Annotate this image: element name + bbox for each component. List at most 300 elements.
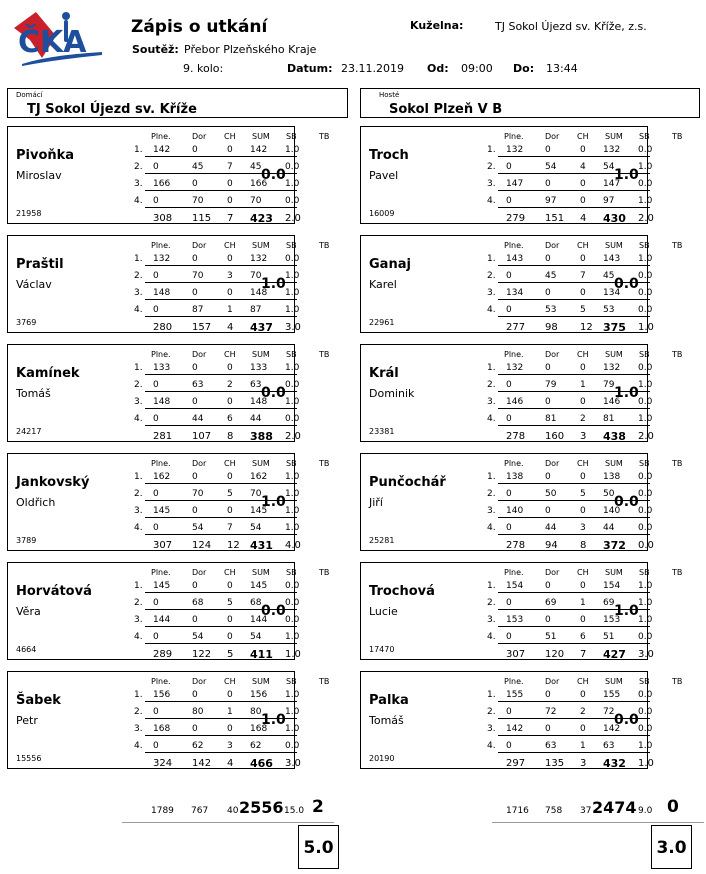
column-header: TB bbox=[672, 677, 683, 686]
column-header: SB bbox=[286, 132, 297, 141]
player-total-sb: 4.0 bbox=[285, 540, 301, 551]
column-header: Dor bbox=[192, 677, 207, 686]
start-time-label: Od: bbox=[427, 62, 449, 75]
row-underline bbox=[145, 408, 297, 409]
home-player-card bbox=[7, 562, 330, 661]
throw-ch: 3 bbox=[580, 523, 586, 533]
throw-ch: 0 bbox=[580, 288, 586, 298]
throw-plne: 0 bbox=[153, 271, 159, 281]
throw-dor: 0 bbox=[545, 179, 551, 189]
throw-dor: 0 bbox=[545, 288, 551, 298]
throw-plne: 133 bbox=[153, 363, 171, 373]
column-header: TB bbox=[672, 568, 683, 577]
home-team-tag: Domácí bbox=[16, 91, 43, 99]
column-header: Plne. bbox=[151, 677, 171, 686]
row-underline bbox=[145, 173, 297, 174]
player-surname: Punčochář bbox=[369, 475, 446, 490]
player-tb-points: 1.0 bbox=[614, 385, 639, 401]
throw-sb: 0.0 bbox=[638, 179, 653, 189]
row-number: 4. bbox=[487, 523, 496, 533]
throw-plne: 143 bbox=[506, 254, 524, 264]
throw-sum: 145 bbox=[250, 506, 268, 516]
row-number: 3. bbox=[134, 724, 143, 734]
throw-ch: 0 bbox=[580, 690, 586, 700]
throw-plne: 0 bbox=[153, 380, 159, 390]
player-total-sum: 427 bbox=[603, 648, 626, 661]
player-total-sum: 411 bbox=[250, 648, 273, 661]
cka-logo bbox=[8, 6, 106, 68]
throw-dor: 0 bbox=[545, 145, 551, 155]
away-player-card bbox=[360, 453, 683, 552]
throw-plne: 162 bbox=[153, 472, 171, 482]
column-header: CH bbox=[577, 568, 589, 577]
throw-sum: 147 bbox=[603, 179, 621, 189]
throw-plne: 0 bbox=[506, 196, 512, 206]
row-number: 2. bbox=[134, 380, 143, 390]
row-number: 1. bbox=[134, 690, 143, 700]
player-registration: 3789 bbox=[16, 536, 37, 545]
row-underline bbox=[498, 735, 650, 736]
player-total-ch: 7 bbox=[580, 649, 587, 660]
player-registration: 15556 bbox=[16, 754, 42, 763]
column-header: SUM bbox=[605, 568, 623, 577]
column-header: TB bbox=[672, 132, 683, 141]
player-tb-points: 0.0 bbox=[261, 385, 286, 401]
row-underline bbox=[145, 190, 297, 191]
row-number: 1. bbox=[487, 363, 496, 373]
throw-dor: 87 bbox=[192, 305, 204, 315]
throw-sb: 0.0 bbox=[638, 724, 653, 734]
throw-sb: 1.0 bbox=[285, 489, 300, 499]
row-number: 2. bbox=[487, 380, 496, 390]
column-header: SB bbox=[639, 132, 650, 141]
player-total-sb: 2.0 bbox=[638, 431, 654, 442]
player-total-sb: 1.0 bbox=[285, 649, 301, 660]
column-header: CH bbox=[224, 677, 236, 686]
player-firstname: Lucie bbox=[369, 605, 398, 618]
column-header: SUM bbox=[252, 459, 270, 468]
column-header: TB bbox=[319, 459, 330, 468]
player-firstname: Oldřich bbox=[16, 496, 56, 509]
throw-sb: 1.0 bbox=[638, 380, 653, 390]
throw-plne: 166 bbox=[153, 179, 171, 189]
home-player-card bbox=[7, 453, 330, 552]
player-total-sb: 1.0 bbox=[638, 758, 654, 769]
throw-sum: 132 bbox=[250, 254, 268, 264]
player-total-dor: 124 bbox=[192, 540, 212, 551]
throw-sb: 1.0 bbox=[285, 363, 300, 373]
throw-sb: 1.0 bbox=[285, 397, 300, 407]
throw-sb: 0.0 bbox=[638, 305, 653, 315]
throw-sb: 0.0 bbox=[638, 523, 653, 533]
throw-dor: 63 bbox=[192, 380, 204, 390]
row-number: 4. bbox=[134, 523, 143, 533]
column-header: Plne. bbox=[504, 241, 524, 250]
column-header: Plne. bbox=[504, 350, 524, 359]
column-header: Plne. bbox=[504, 459, 524, 468]
player-total-sb: 3.0 bbox=[285, 758, 301, 769]
throw-ch: 0 bbox=[580, 254, 586, 264]
throw-plne: 0 bbox=[153, 741, 159, 751]
player-firstname: Karel bbox=[369, 278, 397, 291]
column-header: Plne. bbox=[151, 568, 171, 577]
player-total-dor: 160 bbox=[545, 431, 565, 442]
throw-plne: 154 bbox=[506, 581, 524, 591]
row-underline bbox=[145, 299, 297, 300]
home-player-card bbox=[7, 235, 330, 334]
throw-dor: 0 bbox=[192, 472, 198, 482]
column-header: SUM bbox=[252, 241, 270, 250]
row-underline bbox=[498, 643, 650, 644]
column-header: CH bbox=[224, 568, 236, 577]
player-registration: 3769 bbox=[16, 318, 37, 327]
throw-ch: 2 bbox=[580, 414, 586, 424]
row-number: 4. bbox=[487, 632, 496, 642]
player-total-sb: 3.0 bbox=[638, 649, 654, 660]
throw-sum: 168 bbox=[250, 724, 268, 734]
column-header: CH bbox=[224, 241, 236, 250]
player-total-ch: 8 bbox=[227, 431, 234, 442]
column-header: TB bbox=[319, 677, 330, 686]
throw-dor: 0 bbox=[192, 254, 198, 264]
player-total-sum: 423 bbox=[250, 212, 273, 225]
throw-dor: 0 bbox=[545, 254, 551, 264]
row-number: 1. bbox=[134, 581, 143, 591]
column-header: Dor bbox=[545, 241, 560, 250]
home-team-box bbox=[7, 88, 348, 118]
column-header: SB bbox=[639, 677, 650, 686]
throw-sum: 45 bbox=[250, 162, 262, 172]
row-underline bbox=[145, 483, 297, 484]
away-player-card bbox=[360, 235, 683, 334]
home-totals-line bbox=[122, 822, 334, 823]
player-total-dor: 98 bbox=[545, 322, 558, 333]
throw-ch: 0 bbox=[227, 196, 233, 206]
player-firstname: Tomáš bbox=[369, 714, 404, 727]
player-total-sb: 0.0 bbox=[638, 540, 654, 551]
row-underline bbox=[498, 534, 650, 535]
competition-label: Soutěž: bbox=[132, 43, 179, 56]
player-total-ch: 3 bbox=[580, 431, 587, 442]
end-time-label: Do: bbox=[513, 62, 535, 75]
home-player-card bbox=[7, 671, 330, 770]
column-header: SB bbox=[286, 568, 297, 577]
throw-dor: 0 bbox=[192, 581, 198, 591]
player-tb-points: 1.0 bbox=[261, 712, 286, 728]
player-registration: 21958 bbox=[16, 209, 42, 218]
throw-plne: 132 bbox=[506, 363, 524, 373]
throw-plne: 0 bbox=[506, 271, 512, 281]
row-number: 3. bbox=[487, 288, 496, 298]
row-underline bbox=[145, 701, 297, 702]
player-total-sum: 437 bbox=[250, 321, 273, 334]
column-header: CH bbox=[577, 241, 589, 250]
throw-dor: 54 bbox=[192, 523, 204, 533]
throw-plne: 0 bbox=[506, 162, 512, 172]
throw-sb: 0.0 bbox=[285, 581, 300, 591]
start-time-value: 09:00 bbox=[461, 62, 493, 75]
throw-dor: 0 bbox=[192, 690, 198, 700]
column-header: TB bbox=[319, 350, 330, 359]
column-header: TB bbox=[672, 350, 683, 359]
player-total-dor: 115 bbox=[192, 213, 212, 224]
throw-ch: 0 bbox=[227, 472, 233, 482]
row-number: 3. bbox=[487, 615, 496, 625]
column-header: Plne. bbox=[151, 241, 171, 250]
row-underline bbox=[145, 207, 297, 208]
throw-dor: 0 bbox=[192, 397, 198, 407]
throw-plne: 0 bbox=[506, 523, 512, 533]
row-number: 2. bbox=[134, 598, 143, 608]
home-player-card bbox=[7, 126, 330, 225]
throw-sb: 0.0 bbox=[638, 707, 653, 717]
throw-sb: 0.0 bbox=[285, 254, 300, 264]
throw-dor: 0 bbox=[545, 397, 551, 407]
row-number: 3. bbox=[134, 397, 143, 407]
player-firstname: Miroslav bbox=[16, 169, 62, 182]
player-total-ch: 12 bbox=[227, 540, 240, 551]
throw-ch: 2 bbox=[227, 380, 233, 390]
column-header: Plne. bbox=[504, 568, 524, 577]
throw-ch: 0 bbox=[227, 506, 233, 516]
player-total-plne: 307 bbox=[506, 649, 526, 660]
player-total-dor: 120 bbox=[545, 649, 565, 660]
throw-dor: 63 bbox=[545, 741, 557, 751]
row-underline bbox=[498, 626, 650, 627]
venue-value: TJ Sokol Újezd sv. Kříže, z.s. bbox=[495, 20, 647, 33]
throw-dor: 62 bbox=[192, 741, 204, 751]
throw-sb: 1.0 bbox=[638, 615, 653, 625]
player-total-ch: 4 bbox=[580, 213, 587, 224]
throw-plne: 138 bbox=[506, 472, 524, 482]
throw-sb: 0.0 bbox=[638, 506, 653, 516]
throw-sum: 50 bbox=[603, 489, 615, 499]
round-value: 9. kolo: bbox=[183, 62, 224, 75]
row-underline bbox=[498, 517, 650, 518]
throw-ch: 1 bbox=[580, 380, 586, 390]
row-underline bbox=[498, 425, 650, 426]
player-tb-points: 1.0 bbox=[614, 167, 639, 183]
player-registration: 16009 bbox=[369, 209, 395, 218]
row-underline bbox=[498, 173, 650, 174]
throw-ch: 7 bbox=[580, 271, 586, 281]
player-surname: Horvátová bbox=[16, 584, 92, 599]
column-header: Dor bbox=[192, 350, 207, 359]
throw-sb: 1.0 bbox=[285, 271, 300, 281]
player-total-sum: 432 bbox=[603, 757, 626, 770]
player-firstname: Petr bbox=[16, 714, 38, 727]
throw-dor: 70 bbox=[192, 271, 204, 281]
venue-label: Kuželna: bbox=[410, 19, 464, 32]
throw-ch: 1 bbox=[580, 598, 586, 608]
player-tb-points: 1.0 bbox=[261, 276, 286, 292]
end-time-value: 13:44 bbox=[546, 62, 578, 75]
player-total-sb: 2.0 bbox=[638, 213, 654, 224]
throw-sb: 1.0 bbox=[285, 145, 300, 155]
throw-sb: 1.0 bbox=[285, 288, 300, 298]
away-player-card bbox=[360, 126, 683, 225]
column-header: TB bbox=[672, 241, 683, 250]
throw-dor: 79 bbox=[545, 380, 557, 390]
player-registration: 23381 bbox=[369, 427, 395, 436]
throw-ch: 7 bbox=[227, 162, 233, 172]
row-underline bbox=[145, 592, 297, 593]
row-number: 4. bbox=[134, 632, 143, 642]
row-number: 3. bbox=[487, 506, 496, 516]
competition-value: Přebor Plzeňského Kraje bbox=[184, 43, 317, 56]
throw-dor: 0 bbox=[545, 581, 551, 591]
row-number: 3. bbox=[487, 179, 496, 189]
throw-sum: 44 bbox=[250, 414, 262, 424]
row-number: 4. bbox=[134, 414, 143, 424]
throw-plne: 148 bbox=[153, 288, 171, 298]
throw-ch: 0 bbox=[580, 196, 586, 206]
player-total-dor: 107 bbox=[192, 431, 212, 442]
throw-dor: 0 bbox=[192, 145, 198, 155]
row-underline bbox=[498, 282, 650, 283]
column-header: CH bbox=[577, 132, 589, 141]
throw-sb: 1.0 bbox=[638, 581, 653, 591]
player-surname: Kamínek bbox=[16, 366, 80, 381]
player-total-sum: 372 bbox=[603, 539, 626, 552]
throw-ch: 0 bbox=[580, 506, 586, 516]
throw-plne: 156 bbox=[153, 690, 171, 700]
column-header: Dor bbox=[545, 677, 560, 686]
throw-plne: 0 bbox=[506, 707, 512, 717]
throw-sum: 145 bbox=[250, 581, 268, 591]
row-underline bbox=[498, 207, 650, 208]
throw-sb: 0.0 bbox=[638, 271, 653, 281]
throw-sum: 54 bbox=[250, 523, 262, 533]
column-header: Plne. bbox=[151, 350, 171, 359]
throw-ch: 0 bbox=[580, 397, 586, 407]
throw-sum: 132 bbox=[603, 145, 621, 155]
home-player-card bbox=[7, 344, 330, 443]
throw-sum: 144 bbox=[250, 615, 268, 625]
column-header: SUM bbox=[605, 350, 623, 359]
row-underline bbox=[145, 265, 297, 266]
row-underline bbox=[498, 483, 650, 484]
throw-ch: 3 bbox=[227, 271, 233, 281]
svg-text:ČKA: ČKA bbox=[18, 25, 87, 60]
throw-sb: 0.0 bbox=[285, 414, 300, 424]
throw-plne: 168 bbox=[153, 724, 171, 734]
home-total-sb: 15.0 bbox=[284, 806, 305, 816]
column-header: Dor bbox=[192, 132, 207, 141]
throw-ch: 0 bbox=[227, 632, 233, 642]
row-number: 4. bbox=[487, 414, 496, 424]
player-registration: 17470 bbox=[369, 645, 395, 654]
player-total-plne: 307 bbox=[153, 540, 173, 551]
away-totals-line bbox=[492, 822, 704, 823]
row-underline bbox=[498, 701, 650, 702]
throw-ch: 0 bbox=[580, 145, 586, 155]
throw-ch: 0 bbox=[580, 179, 586, 189]
throw-sb: 1.0 bbox=[285, 472, 300, 482]
column-header: SB bbox=[639, 568, 650, 577]
column-header: Dor bbox=[192, 241, 207, 250]
throw-plne: 142 bbox=[506, 724, 524, 734]
throw-sb: 0.0 bbox=[638, 472, 653, 482]
throw-sum: 138 bbox=[603, 472, 621, 482]
player-surname: Pivoňka bbox=[16, 148, 75, 163]
throw-sum: 45 bbox=[603, 271, 615, 281]
row-number: 4. bbox=[487, 196, 496, 206]
column-header: Dor bbox=[545, 459, 560, 468]
player-surname: Šabek bbox=[16, 693, 61, 708]
throw-ch: 1 bbox=[227, 305, 233, 315]
throw-sb: 1.0 bbox=[638, 254, 653, 264]
column-header: Plne. bbox=[151, 459, 171, 468]
player-total-ch: 7 bbox=[227, 213, 234, 224]
throw-plne: 0 bbox=[506, 489, 512, 499]
throw-plne: 140 bbox=[506, 506, 524, 516]
away-team-name: Sokol Plzeň V B bbox=[389, 102, 503, 117]
away-player-card bbox=[360, 671, 683, 770]
throw-sb: 0.0 bbox=[638, 363, 653, 373]
throw-dor: 0 bbox=[545, 690, 551, 700]
throw-dor: 69 bbox=[545, 598, 557, 608]
away-total-tb: 0 bbox=[667, 797, 679, 817]
player-total-sum: 430 bbox=[603, 212, 626, 225]
row-underline bbox=[145, 282, 297, 283]
throw-dor: 0 bbox=[545, 506, 551, 516]
throw-sum: 62 bbox=[250, 741, 262, 751]
throw-dor: 53 bbox=[545, 305, 557, 315]
player-total-sum: 438 bbox=[603, 430, 626, 443]
throw-sum: 166 bbox=[250, 179, 268, 189]
player-total-sb: 1.0 bbox=[638, 322, 654, 333]
throw-ch: 0 bbox=[227, 254, 233, 264]
throw-sb: 0.0 bbox=[285, 598, 300, 608]
row-number: 3. bbox=[134, 506, 143, 516]
throw-dor: 0 bbox=[192, 724, 198, 734]
column-header: SUM bbox=[605, 677, 623, 686]
player-total-sum: 375 bbox=[603, 321, 626, 334]
throw-ch: 4 bbox=[580, 162, 586, 172]
row-number: 4. bbox=[134, 741, 143, 751]
throw-sum: 142 bbox=[603, 724, 621, 734]
row-number: 1. bbox=[134, 363, 143, 373]
throw-dor: 44 bbox=[192, 414, 204, 424]
throw-sum: 53 bbox=[603, 305, 615, 315]
throw-sum: 154 bbox=[603, 581, 621, 591]
throw-sb: 1.0 bbox=[638, 196, 653, 206]
throw-plne: 145 bbox=[153, 581, 171, 591]
player-total-sb: 2.0 bbox=[285, 213, 301, 224]
throw-sum: 44 bbox=[603, 523, 615, 533]
home-total-sum: 2556 bbox=[239, 798, 284, 817]
throw-ch: 5 bbox=[580, 305, 586, 315]
player-total-plne: 297 bbox=[506, 758, 526, 769]
throw-plne: 0 bbox=[506, 598, 512, 608]
row-underline bbox=[498, 316, 650, 317]
throw-plne: 0 bbox=[506, 414, 512, 424]
row-underline bbox=[498, 408, 650, 409]
throw-ch: 1 bbox=[580, 741, 586, 751]
player-registration: 4664 bbox=[16, 645, 37, 654]
row-number: 2. bbox=[487, 489, 496, 499]
column-header: CH bbox=[224, 459, 236, 468]
player-total-sum: 431 bbox=[250, 539, 273, 552]
throw-sum: 142 bbox=[250, 145, 268, 155]
away-player-card bbox=[360, 344, 683, 443]
player-total-dor: 151 bbox=[545, 213, 565, 224]
player-surname: Jankovský bbox=[16, 475, 90, 490]
row-number: 2. bbox=[487, 598, 496, 608]
throw-sb: 1.0 bbox=[285, 724, 300, 734]
throw-sb: 1.0 bbox=[285, 632, 300, 642]
